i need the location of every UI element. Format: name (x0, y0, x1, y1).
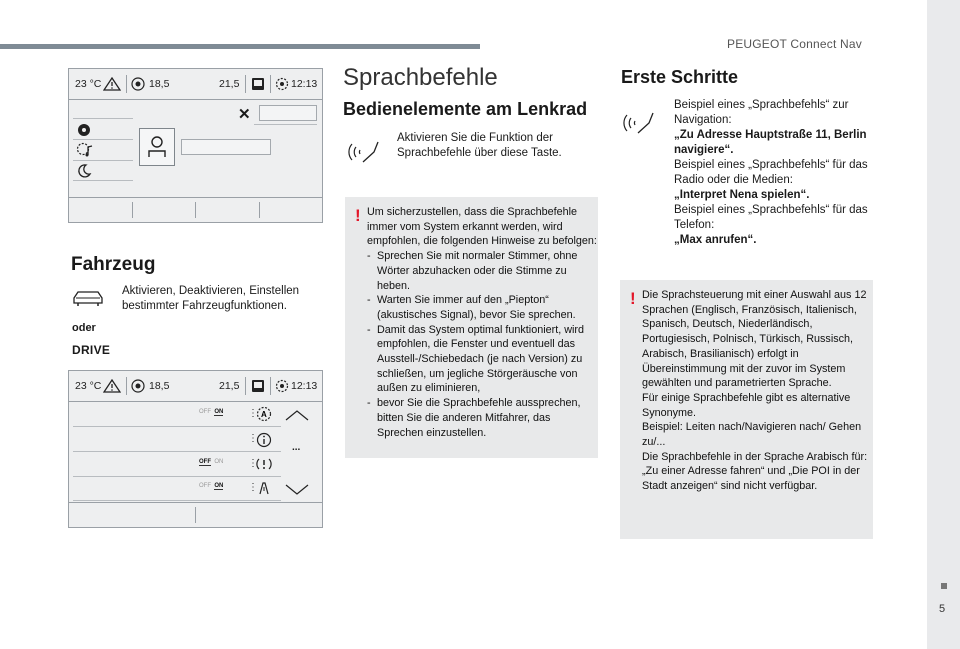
hint-paragraph: Beispiel: Leiten nach/Navigieren nach/ Gehen zu/... (642, 421, 862, 449)
lane-assist-icon (256, 480, 272, 496)
menu-divider (73, 160, 133, 161)
profile-name-field[interactable] (181, 139, 271, 155)
toggle-off-label: OFF (199, 483, 211, 489)
section-title-fahrzeug: Fahrzeug (71, 254, 156, 275)
settings-icon (274, 379, 290, 393)
close-icon[interactable]: ✕ (238, 106, 251, 123)
list-divider (73, 426, 281, 427)
list-item: - bevor Sie die Sprachbefehle aussprechen, bitten Sie die anderen Mitfahrer, das Sprechen einzustellen. (367, 396, 599, 440)
voice-command-icon (348, 138, 382, 166)
bottom-separator (259, 202, 260, 218)
hint-text (367, 205, 599, 440)
subsection-title-bedienelemente: Bedienelemente am Lenkrad (343, 99, 588, 119)
example-command (674, 188, 869, 203)
list-divider (73, 476, 281, 477)
toggle-on-label: ON (214, 483, 224, 489)
top-field[interactable] (259, 105, 317, 121)
section-title-erste-schritte: Erste Schritte (621, 67, 739, 87)
status-bar (69, 69, 322, 100)
warning-icon (103, 379, 121, 393)
settings-icon (274, 77, 290, 91)
header-bar (0, 44, 480, 49)
list-divider (73, 451, 281, 452)
vehicle-screen-screenshot (68, 68, 323, 223)
profile-button[interactable] (139, 128, 175, 166)
hint-item-text: Damit das System optimal funktioniert, wird empfohlen, die Fenster und eventuell das Ausstell-/Schiebedach (je nach Version) zu schließen, um jegliche Störgeräusche von außen zu eliminieren, (377, 323, 585, 395)
toggle-switch[interactable] (199, 483, 223, 489)
toggle-switch[interactable] (199, 459, 223, 465)
example-command-text: „Max anrufen“. (674, 234, 757, 246)
alert-icon (256, 456, 272, 472)
page-end-marker (941, 583, 947, 589)
example-command (674, 128, 869, 158)
status-right-value: 21,5 (219, 78, 240, 90)
list-item: - Sprechen Sie mit normaler Stimmer, ohne Wörter abzuhacken oder die Stimme zu heben. (367, 249, 599, 293)
clock: 12:13 (291, 380, 318, 392)
vehicle-settings-icon[interactable] (76, 122, 92, 136)
page-side-strip (927, 0, 960, 649)
hint-box-voice (345, 197, 598, 458)
chevron-up-icon[interactable] (284, 409, 310, 421)
status-separator (270, 75, 271, 93)
hint-paragraph: Die Sprachsteuerung mit einer Auswahl aus 12 Sprachen (Englisch, Französisch, Italienisch, Spanisch, Deutsch, Niederländisch, Portugiesisch, Polnisch, Türkisch, Russisch, Arabisch, Brasilianisch) erfolgt in Übereinstimmung mit der zuvor im System gewählten und parametrierten Sprache. (642, 289, 867, 390)
example-intro: Beispiel eines „Sprachbefehls“ für das Radio oder die Medien: (674, 159, 868, 186)
section-title-sprachbefehle: Sprachbefehle (343, 64, 498, 91)
list-item: - Damit das System optimal funktioniert, wird empfohlen, die Fenster und eventuell das Ausstell-/Schiebedach (je nach Version) zu schließen, um jegliche Störgeräusche von außen zu eliminieren, (367, 323, 599, 397)
top-divider (254, 124, 317, 125)
bottom-separator (195, 507, 196, 523)
bedien-description: Aktivieren Sie die Funktion der Sprachbefehle über diese Taste. (397, 132, 562, 159)
bottom-bar (69, 197, 322, 222)
warning-exclamation-icon: ! (355, 206, 361, 225)
phone-icon (250, 379, 266, 393)
bottom-bar (69, 502, 322, 527)
chevron-down-icon[interactable] (284, 483, 310, 495)
page-number: 5 (939, 603, 946, 615)
temperature: 23 °C (75, 78, 102, 90)
status-separator (270, 377, 271, 395)
menu-divider (73, 180, 133, 181)
bottom-separator (132, 202, 133, 218)
more-options-icon[interactable]: ⋮ (248, 433, 258, 444)
hint-paragraph: Die Sprachbefehle in der Sprache Arabisch für: „Zu einer Adresse fahren“ und „Die POI in der Stadt anzeigen“ sind nicht verfügbar. (642, 450, 868, 493)
auto-mode-icon (256, 406, 272, 422)
toggle-on-label: ON (214, 409, 224, 415)
voice-command-icon (623, 109, 657, 137)
audio-settings-icon[interactable] (76, 142, 94, 158)
toggle-off-label: OFF (199, 459, 211, 465)
toggle-switch[interactable] (199, 409, 223, 415)
more-options-icon[interactable]: ⋮ (248, 408, 258, 419)
drive-label: DRIVE (72, 343, 111, 357)
status-left-value: 18,5 (149, 78, 170, 90)
hint-paragraph: Für einige Sprachbefehle gibt es alternative Synonyme. (642, 391, 851, 419)
hint-item-text: bevor Sie die Sprachbefehle aussprechen, bitten Sie die anderen Mitfahrer, das Sprechen einzustellen. (377, 397, 581, 439)
more-options-icon[interactable]: ⋮ (248, 482, 258, 493)
svg-text:A: A (261, 410, 267, 419)
hint-text (642, 288, 868, 494)
status-bar (69, 371, 322, 402)
example-intro: Beispiel eines „Sprachbefehls“ für das Telefon: (674, 204, 868, 231)
hint-box-languages (620, 280, 873, 539)
fahrzeug-description: Aktivieren, Deaktivieren, Einstellen bestimmter Fahrzeugfunktionen. (122, 285, 300, 312)
vehicle-functions-screenshot (68, 370, 323, 528)
toggle-on-label: ON (214, 459, 224, 465)
example-command (674, 233, 869, 248)
user-profile-icon (140, 129, 174, 165)
clock: 12:13 (291, 78, 318, 90)
header-title: PEUGEOT Connect Nav (727, 37, 862, 51)
status-separator (245, 377, 246, 395)
menu-divider (73, 118, 133, 119)
location-icon (131, 379, 145, 393)
menu-divider (73, 139, 133, 140)
erste-schritte-examples (674, 98, 869, 248)
status-left-value: 18,5 (149, 380, 170, 392)
toggle-off-label: OFF (199, 409, 211, 415)
status-right-value: 21,5 (219, 380, 240, 392)
status-separator (126, 377, 127, 395)
temperature: 23 °C (75, 380, 102, 392)
example-command-text: „Zu Adresse Hauptstraße 11, Berlin navigiere“. (674, 129, 867, 156)
info-icon (256, 432, 272, 448)
warning-icon (103, 77, 121, 91)
car-icon (72, 289, 104, 307)
list-item: - Warten Sie immer auf den „Piepton“ (akustisches Signal), bevor Sie sprechen. (367, 293, 599, 322)
night-mode-icon[interactable] (76, 163, 92, 179)
more-options-icon[interactable]: ⋮ (248, 458, 258, 469)
location-icon (131, 77, 145, 91)
status-separator (126, 75, 127, 93)
bottom-separator (195, 202, 196, 218)
example-command-text: „Interpret Nena spielen“. (674, 189, 810, 201)
example-intro: Beispiel eines „Sprachbefehls“ zur Navigation: (674, 99, 849, 126)
oder-label: oder (72, 322, 96, 334)
hint-item-text: Warten Sie immer auf den „Piepton“ (akustisches Signal), bevor Sie sprechen. (377, 294, 576, 321)
hint-item-text: Sprechen Sie mit normaler Stimmer, ohne Wörter abzuhacken oder die Stimme zu heben. (377, 250, 578, 292)
more-ellipsis: ... (292, 442, 301, 453)
warning-exclamation-icon: ! (630, 289, 636, 308)
status-separator (245, 75, 246, 93)
list-divider (73, 500, 281, 501)
hint-intro: Um sicherzustellen, dass die Sprachbefehle immer vom System erkannt werden, wird empfohlen, die folgenden Hinweise zu befolgen: (367, 206, 597, 248)
phone-icon (250, 77, 266, 91)
